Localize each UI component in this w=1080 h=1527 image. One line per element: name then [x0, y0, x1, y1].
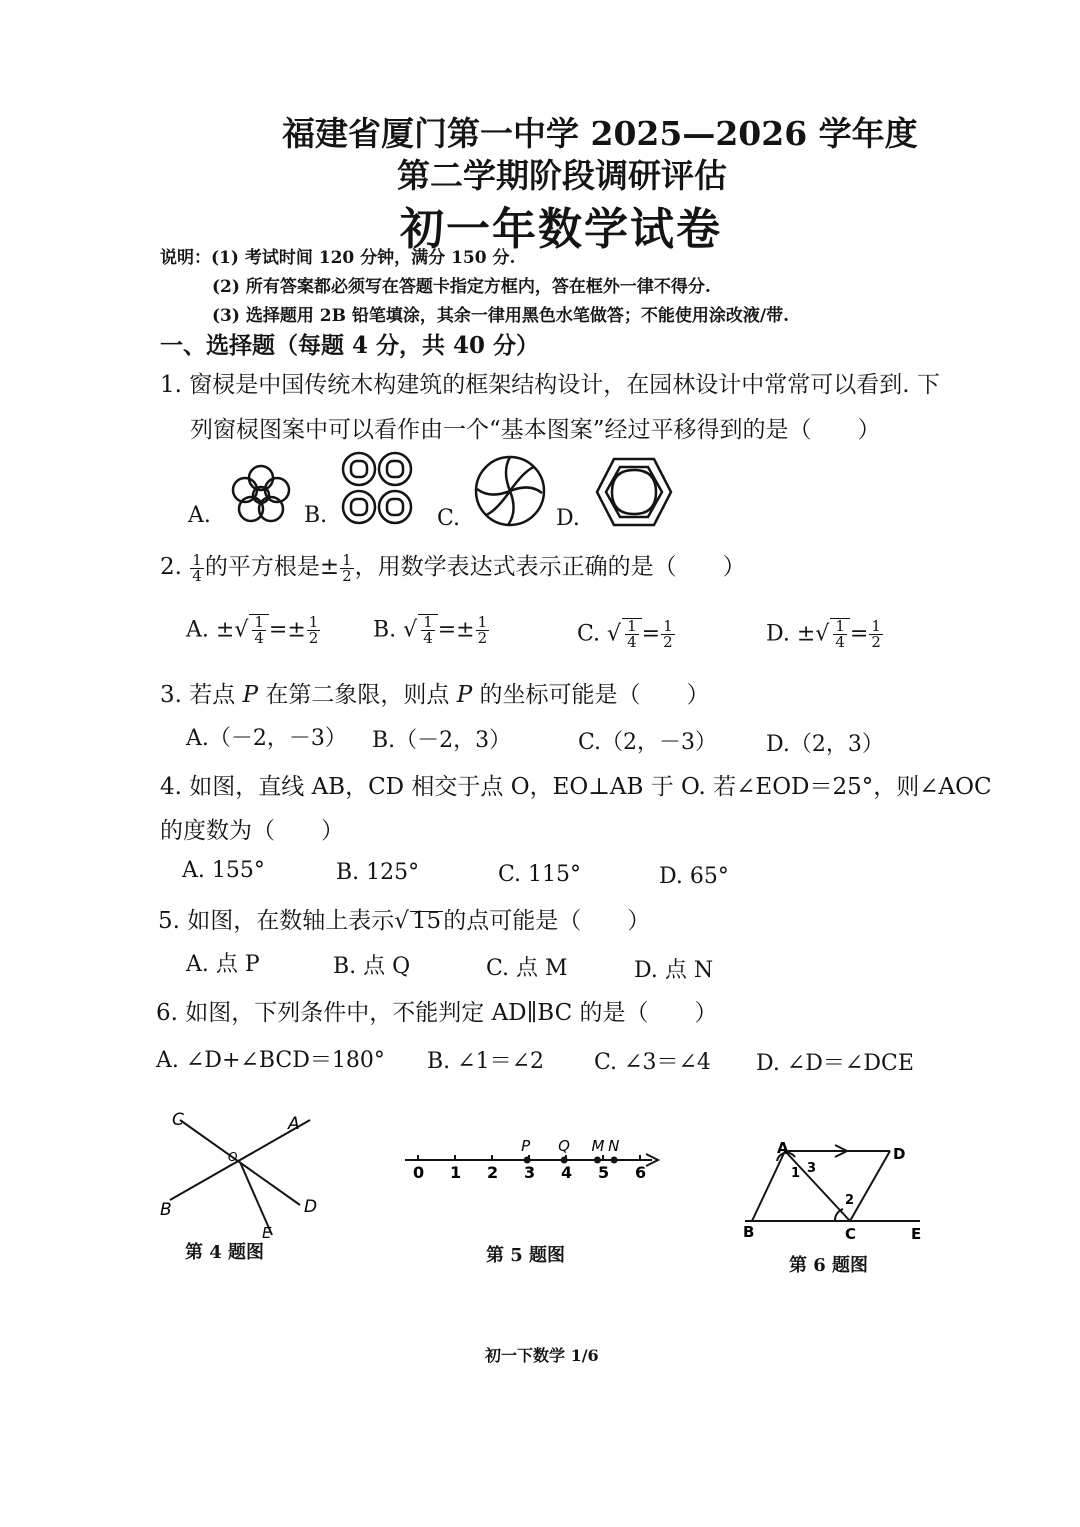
q2-option-a-sign: ±	[215, 617, 235, 643]
q2-frac-num: 1	[192, 550, 202, 569]
q2-d-den: 4	[835, 633, 845, 651]
q2-a-num: 1	[254, 613, 264, 631]
q6-option-d: D. ∠D＝∠DCE	[756, 1051, 914, 1076]
q2-frac-den: 4	[192, 566, 202, 585]
tick-label-6: 6	[635, 1163, 647, 1182]
q3-option-b: B.（－2，3）	[372, 728, 512, 753]
figure-4-intersecting-lines	[150, 1105, 340, 1245]
q1-option-d-label: D.	[556, 506, 580, 531]
segment-dc	[850, 1151, 890, 1221]
q1-pattern-c-spiral	[472, 453, 548, 529]
point-p-marker	[524, 1157, 531, 1164]
q2-option-a: A. ±√ $\frac{1}{4}$ =± $\frac{1}{2}$	[186, 613, 319, 647]
fig6-label-a: A	[777, 1139, 789, 1157]
q2-c-num: 1	[627, 617, 637, 635]
q2-option-b: B. √ $\frac{1}{4}$ =± $\frac{1}{2}$	[373, 613, 488, 647]
section-heading: 一、选择题（每题 4 分，共 40 分）	[160, 332, 540, 359]
q2-b-half-num: 1	[477, 613, 488, 631]
q2-option-d: D. ±√ $\frac{1}{4}$ = $\frac{1}{2}$	[766, 617, 881, 651]
note-item-1: (1) 考试时间 120 分钟，满分 150 分.	[211, 248, 516, 268]
q2-d-half-num: 1	[871, 617, 881, 635]
q2-option-a-label: A.	[186, 617, 209, 643]
fig4-label-d: D	[304, 1197, 318, 1217]
notes-line-1	[160, 243, 515, 268]
note-item-2: (2) 所有答案都必须写在答题卡指定方框内，答在框外一律不得分.	[212, 277, 711, 297]
fig6-angle-1: 1	[791, 1166, 801, 1181]
point-m-label: M	[591, 1137, 605, 1155]
q3-option-c: C.（2，－3）	[578, 730, 718, 755]
q2-option-b-rhs: =±	[437, 617, 475, 643]
q3-point-p: P	[242, 682, 259, 708]
q2-c-half-den: 2	[663, 633, 673, 651]
q3-text-a: 3. 若点	[160, 682, 243, 708]
q2-fraction-half	[340, 550, 354, 585]
q2-half-num: 1	[342, 550, 352, 569]
q4-option-a: A. 155°	[182, 858, 265, 883]
q2-fraction-quarter	[190, 550, 204, 585]
point-q-label: Q	[558, 1137, 570, 1155]
q5-stem: 5. 如图，在数轴上表示√ 15的点可能是（ ）	[158, 908, 651, 934]
q6-option-c: C. ∠3＝∠4	[594, 1050, 711, 1075]
q5-option-d: D. 点 N	[634, 958, 714, 983]
q3-option-d: D.（2，3）	[766, 732, 884, 757]
school-year-title: 福建省厦门第一中学 2025—2026 学年度	[282, 114, 918, 153]
q2-option-d-sign: ±	[796, 621, 816, 647]
q1-pattern-b-grid	[340, 450, 414, 526]
q2-stem-mid: 的平方根是±	[204, 554, 340, 580]
segment-ab	[752, 1151, 785, 1221]
q2-b-half-den: 2	[477, 629, 488, 647]
tick-label-3: 3	[524, 1163, 536, 1182]
q2-option-c: C. √ $\frac{1}{4}$ = $\frac{1}{2}$	[577, 617, 673, 651]
note-item-3: (3) 选择题用 2B 铅笔填涂，其余一律用黑色水笔做答；不能使用涂改液/带.	[212, 306, 789, 326]
figure-4-caption: 第 4 题图	[185, 1242, 265, 1263]
q6-option-b: B. ∠1＝∠2	[427, 1049, 545, 1074]
q2-b-num: 1	[423, 613, 433, 631]
q4-option-d: D. 65°	[659, 864, 729, 889]
q4-option-c: C. 115°	[498, 862, 582, 887]
q4-line-2: 的度数为（ ）	[160, 818, 344, 844]
fig4-label-e: E	[262, 1224, 272, 1242]
fig4-label-b: B	[160, 1200, 172, 1220]
q2-option-a-rhs: =±	[268, 617, 306, 643]
q2-a-den: 4	[254, 629, 264, 647]
exam-stage-title: 第二学期阶段调研评估	[397, 156, 727, 195]
q2-number: 2.	[160, 554, 182, 580]
q2-option-d-label: D.	[766, 621, 790, 647]
q2-d-half-den: 2	[871, 633, 881, 651]
q2-stem	[160, 548, 746, 584]
fig6-label-b: B	[743, 1223, 755, 1241]
q2-option-c-rhs: =	[641, 621, 661, 647]
notes-label: 说明：	[160, 248, 211, 268]
q5-option-c: C. 点 M	[486, 956, 568, 981]
q2-d-num: 1	[835, 617, 845, 635]
q6-stem: 6. 如图，下列条件中，不能判定 AD∥BC 的是（ ）	[156, 1000, 718, 1026]
q4-option-b: B. 125°	[336, 860, 420, 885]
q2-c-half-num: 1	[663, 617, 673, 635]
fig6-angle-3: 3	[807, 1161, 817, 1176]
q1-option-a-label: A.	[188, 503, 211, 528]
figure-5-caption: 第 5 题图	[486, 1245, 566, 1266]
exam-title: 初一年数学试卷	[400, 204, 722, 255]
q1-pattern-d-hexagon	[594, 456, 674, 528]
fig6-angle-2: 2	[845, 1193, 855, 1208]
q2-option-b-label: B.	[373, 617, 397, 643]
q2-half-den: 2	[342, 566, 352, 585]
tick-label-1: 1	[450, 1163, 462, 1182]
q1-line-1: 1. 窗棂是中国传统木构建筑的框架结构设计，在园林设计中常常可以看到. 下	[160, 372, 940, 398]
q4-line-1: 4. 如图，直线 AB，CD 相交于点 O，EO⊥AB 于 O. 若∠EOD＝25°，则∠AOC	[160, 774, 992, 800]
q3-stem	[160, 676, 709, 709]
q1-line-2: 列窗棂图案中可以看作由一个“基本图案”经过平移得到的是（ ）	[190, 417, 881, 443]
q5-radicand: 15	[411, 908, 442, 934]
q2-stem-suffix: ，用数学表达式表示正确的是（ ）	[354, 554, 746, 580]
fig6-label-d: D	[893, 1145, 906, 1163]
q3-option-a: A.（－2，－3）	[186, 726, 347, 751]
q5-prefix: 5. 如图，在数轴上表示	[158, 908, 395, 934]
figure-5-number-line	[400, 1134, 670, 1184]
q1-pattern-a-flower	[226, 462, 296, 526]
q6-option-a: A. ∠D+∠BCD＝180°	[156, 1048, 385, 1073]
fig4-label-o: O	[228, 1150, 238, 1164]
q3-point-p-2: P	[456, 682, 473, 708]
q2-a-half-den: 2	[308, 629, 319, 647]
figure-6-parallelogram	[735, 1135, 935, 1245]
fig4-label-c: C	[172, 1110, 184, 1130]
q2-c-den: 4	[627, 633, 637, 651]
tick-label-4: 4	[561, 1163, 573, 1182]
q2-option-d-rhs: =	[849, 621, 869, 647]
tick-label-0: 0	[413, 1163, 425, 1182]
fig4-label-a: A	[288, 1114, 300, 1134]
q5-suffix: 的点可能是（ ）	[443, 908, 651, 934]
q3-text-c: 的坐标可能是（ ）	[472, 682, 710, 708]
q3-text-b: 在第二象限，则点	[258, 682, 457, 708]
point-q-marker	[561, 1157, 568, 1164]
point-n-label: N	[608, 1137, 620, 1155]
tick-label-5: 5	[598, 1163, 610, 1182]
q1-option-b-label: B.	[304, 503, 328, 528]
q2-b-den: 4	[423, 629, 433, 647]
fig6-label-c: C	[845, 1225, 857, 1243]
point-m-marker	[594, 1157, 601, 1164]
q5-option-a: A. 点 P	[186, 952, 260, 977]
tick-label-2: 2	[487, 1163, 499, 1182]
fig6-label-e: E	[911, 1225, 922, 1243]
q5-option-b: B. 点 Q	[333, 954, 411, 979]
q2-option-c-label: C.	[577, 621, 601, 647]
q2-a-half-num: 1	[308, 613, 319, 631]
point-n-marker	[611, 1157, 618, 1164]
point-p-label: P	[521, 1137, 531, 1155]
q1-option-c-label: C.	[437, 506, 461, 531]
figure-6-caption: 第 6 题图	[789, 1255, 869, 1276]
page-footer: 初一下数学 1/6	[485, 1346, 599, 1365]
